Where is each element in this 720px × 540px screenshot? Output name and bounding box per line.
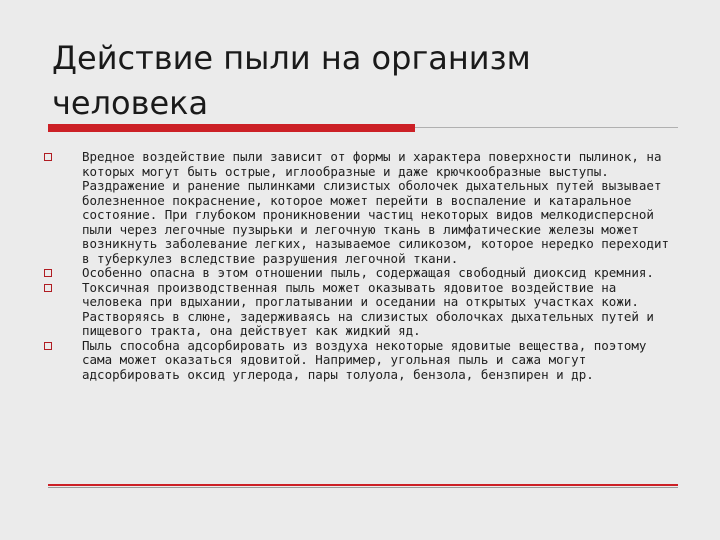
bullet-text: Пыль способна адсорбировать из воздуха некоторые ядовитые вещества, поэтому сама может оказаться ядовитой. Например, угольная пыль и сажа могут адсорбировать оксид углерода, пары толуола, бензола, бензпирен и др. [82,337,647,382]
bullet-item [44,266,680,281]
footer-rule-accent [48,484,678,486]
bullet-item [44,281,680,339]
hollow-square-bullet-icon [44,269,52,277]
bullet-text: Особенно опасна в этом отношении пыль, содержащая свободный диоксид кремния. [82,265,654,280]
bullet-text: Вредное воздействие пыли зависит от формы и характера поверхности пылинок, на которых могут быть острые, иглообразные и даже крючкообразные выступы. Раздражение и ранение пылинками слизистых оболочек дыхательных путей вызывает болезненное покраснение, которое может перейти в воспаление и катаральное состояние. При глубоком проникновении частиц некоторых видов мелкодисперсной пыли через легочные пузырьки и легочную ткань в лимфатические железы может возникнуть заболевание легких, называемое силикозом, которое нередко переходит в туберкулез вследствие разрушения легочной ткани. [82,149,669,266]
bullet-list [44,150,680,382]
hollow-square-bullet-icon [44,284,52,292]
slide-title: Действие пыли на организм человека [52,39,531,122]
hollow-square-bullet-icon [44,342,52,350]
bullet-item [44,339,680,383]
bullet-item [44,150,680,266]
footer-rule-thin [48,487,678,488]
hollow-square-bullet-icon [44,153,52,161]
bullet-text: Токсичная производственная пыль может оказывать ядовитое воздействие на человека при вдыхании, проглатывании и оседании на открытых участках кожи. Растворяясь в слюне, задерживаясь на слизистых оболочках дыхательных путей и пищевого тракта, она действует как жидкий яд. [82,279,654,338]
title-underline-accent [48,124,415,132]
